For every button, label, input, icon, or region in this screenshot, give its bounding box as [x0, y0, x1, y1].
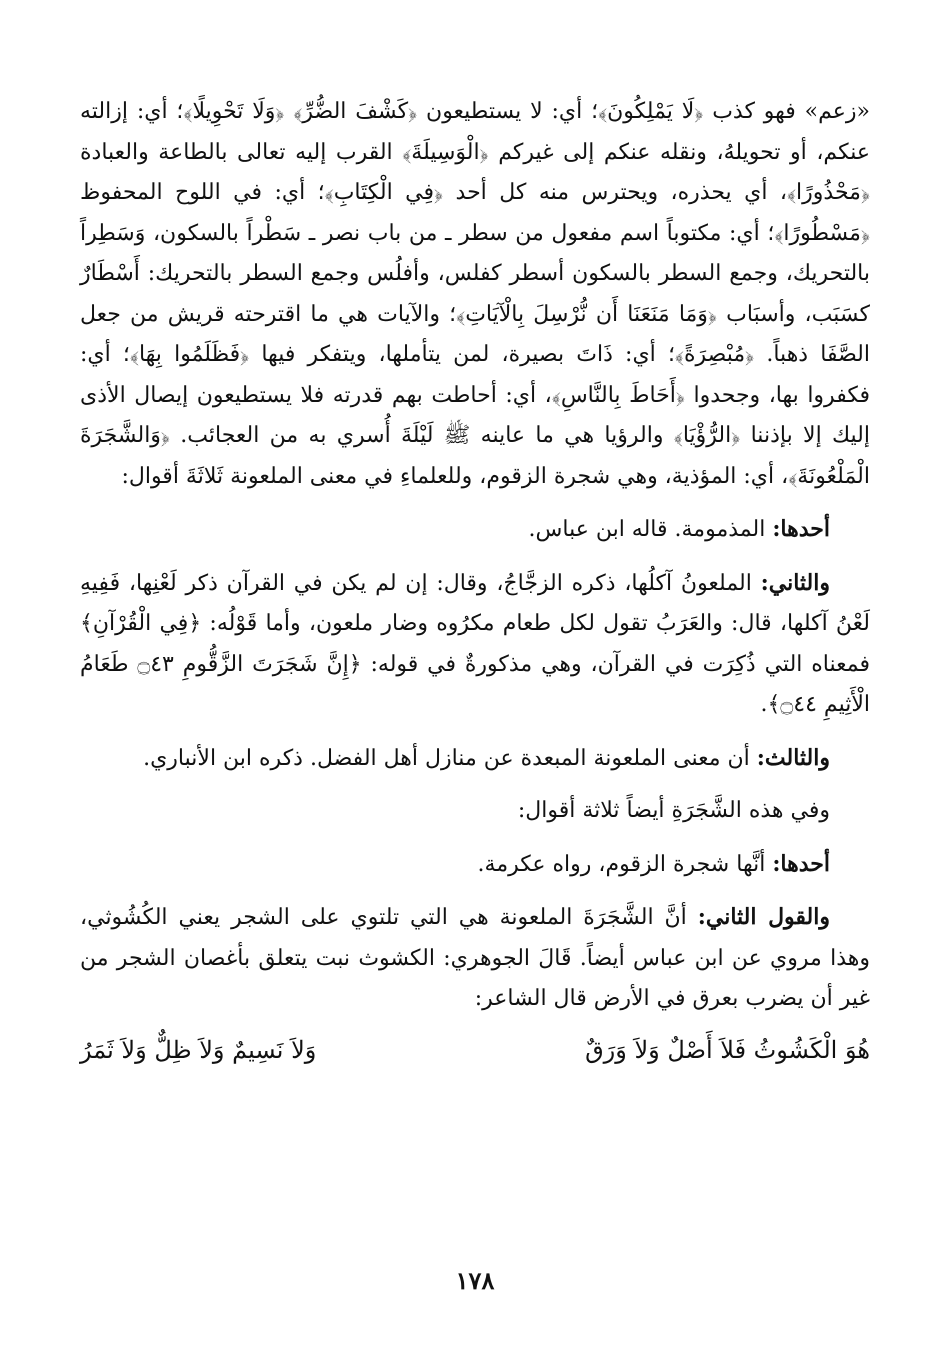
paragraph-label: والقول الثاني:: [697, 904, 830, 930]
page-number: ١٧٨: [455, 1266, 495, 1295]
paragraph-label: والثالث:: [756, 744, 830, 771]
paragraph-body: الملعونُ آكلُها، ذكره الزجَّاجُ، وقال: إن لم يكن في القرآن ذكر لَعْنِها، فَفِيهِ لَعْنُ آكلها، قال: والعَرَبُ تقول لكل طعام مكرُوه وضار ملعون، وأما قَوْلُه: ﴿فِي الْقُرْآنِ﴾ فمعناه التي ذُكِرَت في القرآن، وهي مذكورةٌ في قوله: ﴿إِنَّ شَجَرَتَ الزَّقُّومِ ۝٤٣ طَعَامُ الْأَثِيمِ ۝٤٤﴾.: [80, 570, 870, 717]
paragraph-tree-second: [80, 897, 870, 1020]
poetry-verse: [80, 1030, 870, 1071]
paragraph-third-opinion: [80, 738, 870, 780]
paragraph-tree-intro: وفي هذه الشَّجَرَةِ أيضاً ثلاثة أقوال:: [517, 798, 830, 823]
paragraph-first-opinion: [80, 509, 870, 551]
paragraph-body: أنَّها شجرة الزقوم، رواه عكرمة.: [477, 851, 773, 877]
paragraph-label: والثاني:: [760, 569, 830, 596]
verse-second-hemistich: وَلاَ نَسِيمٌ وَلاَ ظِلٌّ وَلاَ ثَمَرُ: [80, 1035, 317, 1064]
paragraph-body: المذمومة. قاله ابن عباس.: [528, 517, 773, 542]
paragraph-commentary: «زعم» فهو كذب ﴿لَا يَمْلِكُونَ﴾؛ أي: لا يستطيعون ﴿كَشْفَ الضُّرِّ﴾ ﴿وَلَا تَحْوِيلًا﴾؛ أي: إزالته عنكم، أو تحويلهُ، ونقله عنكم إلى غيركم ﴿الْوَسِيلَةَ﴾ القرب إليه تعالى بالطاعة والعبادة ﴿مَحْذُورًا﴾، أي يحذره، ويحترس منه كل أحد ﴿فِي الْكِتَابِ﴾؛ أي: في اللوح المحفوظ ﴿مَسْطُورًا﴾؛ أي: مكتوباً اسم مفعول من سطر ـ من باب نصر ـ سَطْراً بالسكون، وَسَطِراً بالتحريك، وجمع السطر بالسكون أسطر كفلس، وأفلُس وجمع السطر بالتحريك: أَسْطَارٌ كسَبَب، وأسبَاب ﴿وَمَا مَنَعَنَا أَن نُّرْسِلَ بِالْآيَاتِ﴾؛ والآيات هي ما اقترحته قريش من جعل الصَّفَا ذهباً. ﴿مُبْصِرَةً﴾؛ أي: ذَاتَ بصيرة، لمن يتأملها، ويتفكر فيها ﴿فَظَلَمُوا بِهَا﴾؛ أي: فكفروا بها، وجحدوا ﴿أَحَاطَ بِالنَّاسِ﴾، أي: أحاطت بهم قدرته فلا يستطيعون إيصال الأذى إليك إلا بإذننا ﴿الرُّؤْيَا﴾ والرؤيا هي ما عاينه ﷺ لَيْلَةَ أُسري به من العجائب. ﴿وَالشَّجَرَةَ الْمَلْعُونَةَ﴾، أي: المؤذية، وهي شجرة الزقوم، وللعلماءِ في معنى الملعونة ثَلاثَةَ أقوال:: [80, 99, 871, 489]
paragraph-tree-first: [80, 844, 870, 886]
body-text: [80, 92, 870, 1070]
paragraph-body: أن معنى الملعونة المبعدة عن منازل أهل الفضل. ذكره ابن الأنباري.: [143, 745, 757, 771]
paragraph-body: أنَّ الشَّجَرَةَ الملعونة هي التي تلتوي على الشجر يعني الكُشُوثي، وهذا مروي عن ابن عباس أيضاً. قَالَ الجوهري: الكشوث نبت يتعلق بأغصان الشجر من غير أن يضرب بعرق في الأرض قال الشاعر:: [80, 905, 870, 1011]
paragraph-label: أحدها:: [772, 516, 830, 542]
verse-first-hemistich: هُوَ الْكَشُوثُ فَلاَ أَصْلٌ وَلاَ وَرَقٌ: [585, 1035, 870, 1064]
paragraph-label: أحدها:: [772, 850, 830, 877]
paragraph-second-opinion: [80, 563, 870, 726]
